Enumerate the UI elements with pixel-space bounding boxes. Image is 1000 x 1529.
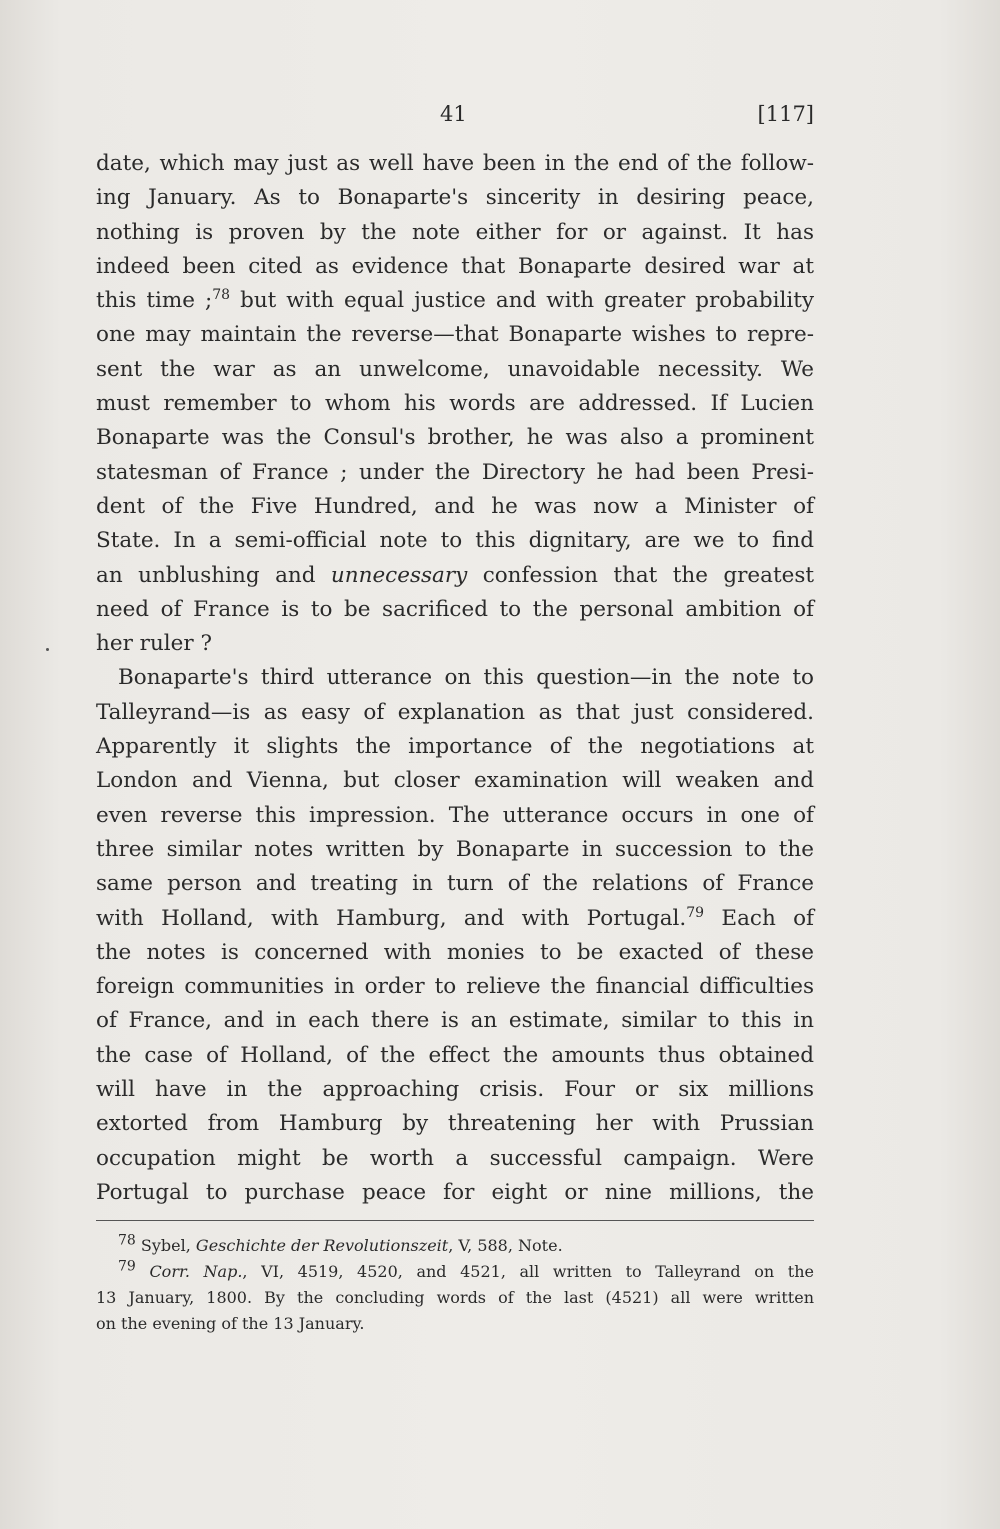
text-line: extorted from Hamburg by threatening her with Prussian (96, 1111, 814, 1137)
text-line: Bonaparte was the Consul's brother, he was also a prominent (96, 425, 814, 451)
paragraph-first-line: Bonaparte's third utterance on this question—in the note to (118, 665, 814, 691)
text-line: with Holland, with Hamburg, and with Portugal.$^{79}$ Each of (96, 904, 814, 931)
footnote-text-line: on the evening of the 13 January. (96, 1314, 365, 1333)
footnotes (96, 1233, 814, 1337)
footnote-text-line: 13 January, 1800. By the concluding words of the last (4521) all were written (96, 1288, 814, 1307)
footnote-title: Corr. Nap. (149, 1262, 243, 1281)
text-line: this time ;$^{78}$ but with equal justice and with greater probability (96, 287, 814, 314)
footnote-78 (96, 1233, 814, 1259)
series-page-number: [117] (757, 102, 814, 126)
footnote-rule (96, 1220, 814, 1221)
text-line: same person and treating in turn of the relations of France (96, 871, 814, 897)
text-line: an unblushing and unnecessary confession that the greatest (96, 562, 814, 588)
text-line: indeed been cited as evidence that Bonaparte desired war at (96, 253, 814, 279)
footnote-title: Geschichte der Revolutionszeit (195, 1236, 449, 1255)
text-line: Apparently it slights the importance of the negotiations at (96, 734, 814, 760)
page-number: 41 (440, 102, 467, 126)
text-line: the case of Holland, of the effect the amounts thus obtained (96, 1042, 814, 1068)
footnote-text: , V, 588, Note. (448, 1236, 563, 1255)
footnote-marker: 78 (118, 1232, 136, 1249)
text-line: dent of the Five Hundred, and he was now a Minister of (96, 493, 814, 519)
text-line: one may maintain the reverse—that Bonaparte wishes to repre- (96, 322, 814, 348)
text-line: foreign communities in order to relieve the financial difficulties (96, 974, 814, 1000)
text-line: of France, and in each there is an estimate, similar to this in (96, 1008, 814, 1034)
stray-ink-dot (46, 648, 49, 651)
text-line: Talleyrand—is as easy of explanation as that just considered. (96, 699, 814, 725)
note-reference: 79 (686, 904, 705, 921)
footnote-marker: 79 (118, 1258, 136, 1275)
text-line: the notes is concerned with monies to be exacted of these (96, 939, 814, 965)
text-line: ing January. As to Bonaparte's sincerity in desiring peace, (96, 185, 814, 211)
text-line: Portugal to purchase peace for eight or nine millions, the (96, 1179, 814, 1205)
page-header (96, 96, 814, 132)
text-line: will have in the approaching crisis. Four or six millions (96, 1077, 814, 1103)
text-line: need of France is to be sacrificed to the personal ambition of (96, 596, 814, 622)
footnote-author: Sybel, (140, 1236, 196, 1255)
note-reference: 78 (212, 287, 231, 304)
text-line: sent the war as an unwelcome, unavoidable necessity. We (96, 356, 814, 382)
emphasis: unnecessary (330, 562, 468, 588)
footnote-79 (96, 1259, 814, 1285)
text-line: London and Vienna, but closer examination will weaken and (96, 768, 814, 794)
text-line: nothing is proven by the note either for or against. It has (96, 219, 814, 245)
footnote-text: , VI, 4519, 4520, and 4521, all written to Talleyrand on the (242, 1262, 815, 1281)
text-line: even reverse this impression. The utterance occurs in one of (96, 802, 814, 828)
paragraph-last-line: her ruler ? (96, 631, 213, 657)
text-line: occupation might be worth a successful campaign. Were (96, 1145, 814, 1171)
text-line: date, which may just as well have been in the end of the follow- (96, 151, 814, 176)
text-line: three similar notes written by Bonaparte in succession to the (96, 836, 814, 862)
text-line: must remember to whom his words are addressed. If Lucien (96, 391, 814, 417)
text-line: State. In a semi-official note to this dignitary, are we to find (96, 528, 814, 554)
body-text (96, 147, 814, 1210)
text-line: statesman of France ; under the Directory he had been Presi- (96, 459, 814, 485)
